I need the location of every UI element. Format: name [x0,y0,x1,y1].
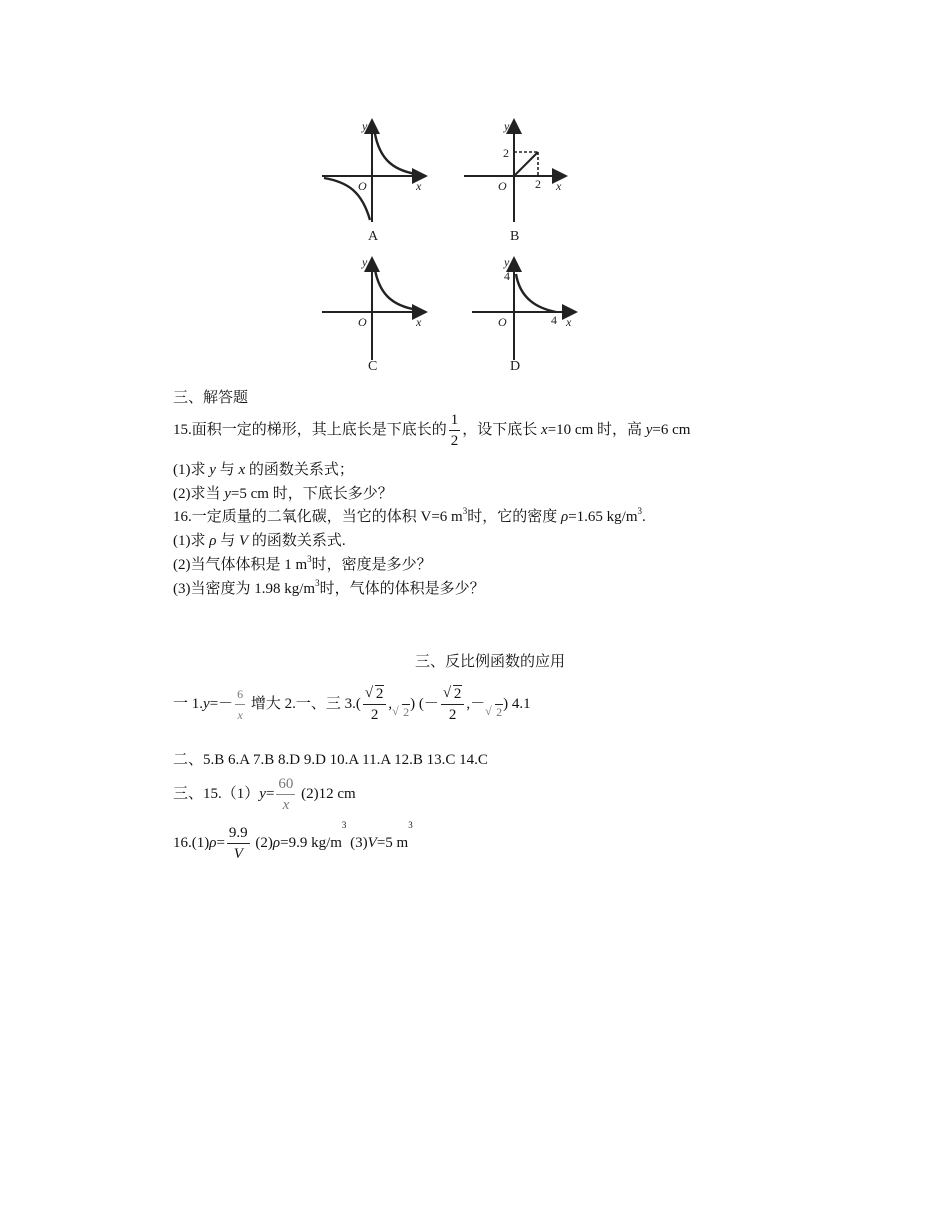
question-15-part-1: (1)求 y 与 x 的函数关系式； [173,462,354,478]
fraction-neg-sqrt2-over-2: √ $\frac{2}{2}$ [441,684,465,725]
fraction-sqrt2-over-2: √ $\frac{2}{2}$ [363,684,387,725]
graph-c-label: C [368,359,378,374]
graph-c-x: x [416,315,422,329]
graph-a-label: A [368,229,379,244]
answer-line-2: 二、5.B 6.A 7.B 8.D 9.D 10.A 11.A 12.B 13.C 14.C [173,752,488,768]
curve-d [516,274,556,312]
graph-b-origin: O [498,179,507,193]
curve-a-q1 [374,128,416,174]
fraction-9.9-over-v: $\frac{9.9}{V}$ [228,825,248,863]
section-title: 三、解答题 [173,390,249,406]
answers-title: 三、反比例函数的应用 [414,654,565,670]
graph-d-label: D [510,359,521,374]
question-16: 16.一定质量的二氧化碳，当它的体积 V=6 $m^3$时，它的密度 ρ=1.65 $kg/m^3$. [173,506,646,525]
graphs-figure [300,110,600,380]
graph-a [322,119,424,244]
question-15-part-2: (2)求当 y=5 cm 时，下底长多少？ [173,486,393,502]
graph-a-origin: O [358,179,367,193]
graph-c-y: y [362,255,368,269]
graph-a-y: y [362,119,368,133]
answer-line-3: 三、15.（1）y= $\frac{60}{x}$ (2)12 cm [173,776,356,814]
question-16-part-2: (2)当气体体积是 1 $m^3$时，密度是多少？ [173,554,432,573]
question-16-part-3: (3)当密度为 1.98 $kg/m^3$时，气体的体积是多少？ [173,578,485,597]
graph-a-x: x [416,179,422,193]
graph-d-tick-y: 4 [504,269,510,283]
sqrt-2-neg: √ 2 [485,690,503,734]
answer-line-1: 一 1.y=－ $\frac{6}{x}$ 增大 2.一、三 3.( √ $\frac{2}{2}$ ,√ 2) (－ √ $\frac{2}{2}$ ,－√ 2) 4.1 [173,682,531,734]
graph-d-origin: O [498,315,507,329]
curve-c [374,264,418,310]
sqrt-2: √ 2 [392,690,410,734]
graph-d [472,255,574,374]
fraction-half: $\frac{1}{2}$ [450,412,459,449]
graph-d-x: x [566,315,572,329]
graph-b-tick-x: 2 [535,177,541,191]
graph-d-tick-x: 4 [551,313,557,327]
line-b [514,152,538,176]
graph-b-label: B [510,229,520,244]
graph-b-x: x [556,179,562,193]
fraction-6-over-x: $\frac{6}{x}$ [235,684,245,725]
graph-d-y: y [504,255,510,269]
graph-b-tick-y: 2 [503,146,509,160]
graph-b [464,119,564,244]
question-15: 15.面积一定的梯形，其上底长是下底长的 $\frac{1}{2}$ ，设下底长 x=10 cm 时，高 y=6 cm [173,412,691,449]
graph-c [322,255,424,374]
answer-line-4: 16.(1)ρ= $\frac{9.9}{V}$ (2)ρ=9.9 $kg/m^3$ (3)V=5 $m^3$ [173,820,413,863]
graph-b-y: y [504,119,510,133]
graph-c-origin: O [358,315,367,329]
question-16-part-1: (1)求 ρ 与 V 的函数关系式. [173,533,346,549]
fraction-60-over-x: $\frac{60}{x}$ [278,776,294,814]
